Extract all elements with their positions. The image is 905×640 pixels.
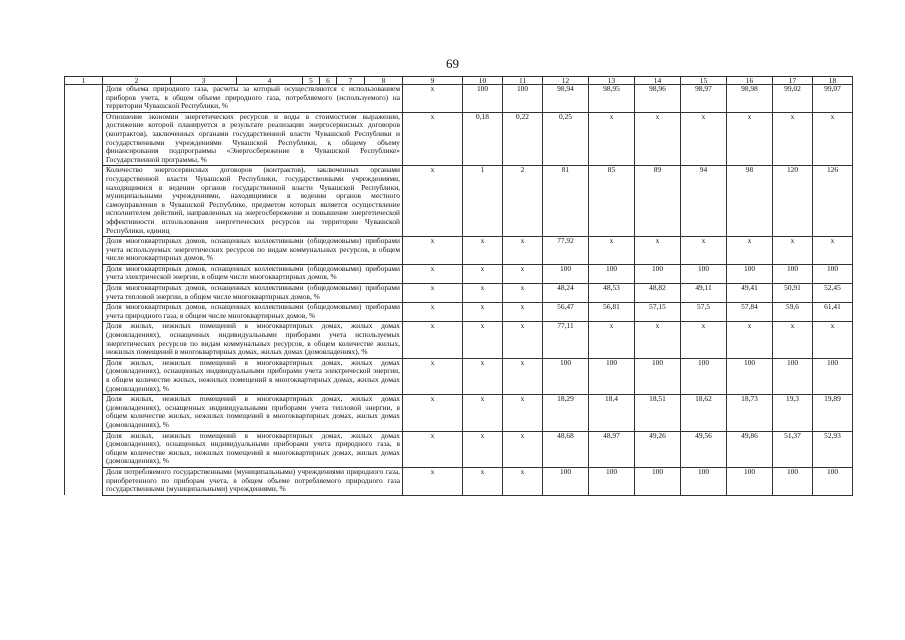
table-row bbox=[65, 303, 853, 322]
empty-cell bbox=[65, 85, 103, 113]
indicator-value: 0,25 bbox=[543, 112, 589, 166]
indicator-value: 100 bbox=[635, 467, 681, 495]
indicator-name: Доля жилых, нежилых помещений в многоквартирных домах, жилых домах (домовладениях), оснащенных индивидуальными приборами учета природного газа, в общем количестве жилых, нежилых помещений в многоквартирных домах, жилых домах (домовладениях), % bbox=[103, 431, 403, 467]
empty-cell bbox=[65, 237, 103, 265]
column-number-12: 12 bbox=[543, 77, 589, 85]
indicator-value: 51,37 bbox=[773, 431, 813, 467]
indicator-value: x bbox=[773, 322, 813, 358]
indicator-value: 99,07 bbox=[813, 85, 853, 113]
column-number-18: 18 bbox=[813, 77, 853, 85]
indicator-value: x bbox=[463, 467, 503, 495]
indicator-value: 89 bbox=[635, 166, 681, 237]
indicator-value: x bbox=[635, 322, 681, 358]
indicator-value: x bbox=[503, 237, 543, 265]
indicator-value: x bbox=[463, 358, 503, 394]
indicator-value: 48,53 bbox=[589, 284, 635, 303]
indicator-value: 100 bbox=[589, 358, 635, 394]
indicator-value: 49,41 bbox=[727, 284, 773, 303]
indicator-value: x bbox=[727, 112, 773, 166]
indicator-value: 50,91 bbox=[773, 284, 813, 303]
indicator-value: x bbox=[773, 112, 813, 166]
table-row bbox=[65, 264, 853, 283]
indicator-value: x bbox=[403, 237, 463, 265]
indicator-value: 94 bbox=[681, 166, 727, 237]
indicator-value: 98 bbox=[727, 166, 773, 237]
indicator-value: 19,3 bbox=[773, 395, 813, 431]
indicator-value: 100 bbox=[727, 467, 773, 495]
column-number-15: 15 bbox=[681, 77, 727, 85]
table-row bbox=[65, 358, 853, 394]
indicator-value: 52,93 bbox=[813, 431, 853, 467]
empty-cell bbox=[65, 467, 103, 495]
indicator-name: Доля жилых, нежилых помещений в многоквартирных домах, жилых домах (домовладениях), оснащенных индивидуальными приборами учета используемых энергетических ресурсов по видам коммунальных ресурсов, в общем количестве жилых, нежилых помещений в многоквартирных домах, жилых домах (домовладениях), % bbox=[103, 322, 403, 358]
indicator-value: 98,94 bbox=[543, 85, 589, 113]
column-number-4: 4 bbox=[237, 77, 303, 85]
indicator-value: 126 bbox=[813, 166, 853, 237]
indicator-value: x bbox=[589, 112, 635, 166]
indicator-value: 100 bbox=[813, 358, 853, 394]
indicator-value: x bbox=[503, 358, 543, 394]
indicator-value: 100 bbox=[727, 358, 773, 394]
indicator-name: Доля потребляемого государственными (муниципальными) учреждениями природного газа, приобретенного по приборам учета, в общем объеме потребляемого природного газа государственными (муниципальными) учреждениями, % bbox=[103, 467, 403, 495]
empty-cell bbox=[65, 303, 103, 322]
indicator-name: Доля многоквартирных домов, оснащенных коллективными (общедомовыми) приборами учета используемых энергетических ресурсов по видам коммунальных ресурсов, в общем числе многоквартирных домов, % bbox=[103, 237, 403, 265]
indicator-value: x bbox=[403, 264, 463, 283]
empty-cell bbox=[65, 284, 103, 303]
indicator-value: 100 bbox=[681, 264, 727, 283]
table-row bbox=[65, 431, 853, 467]
indicator-value: x bbox=[463, 284, 503, 303]
indicator-value: 98,97 bbox=[681, 85, 727, 113]
indicator-value: x bbox=[813, 322, 853, 358]
indicator-value: x bbox=[463, 322, 503, 358]
indicator-value: 99,02 bbox=[773, 85, 813, 113]
indicator-value: 100 bbox=[635, 264, 681, 283]
indicator-value: 100 bbox=[543, 467, 589, 495]
indicator-value: 57,84 bbox=[727, 303, 773, 322]
table-row bbox=[65, 284, 853, 303]
indicator-value: 48,82 bbox=[635, 284, 681, 303]
indicator-value: 100 bbox=[589, 264, 635, 283]
indicator-value: x bbox=[403, 358, 463, 394]
indicator-value: x bbox=[503, 431, 543, 467]
indicator-value: x bbox=[813, 112, 853, 166]
page-number: 69 bbox=[446, 56, 459, 71]
indicator-value: 98,98 bbox=[727, 85, 773, 113]
indicator-value: x bbox=[681, 112, 727, 166]
indicator-value: 48,68 bbox=[543, 431, 589, 467]
indicator-name: Доля жилых, нежилых помещений в многоквартирных домах, жилых домах (домовладениях), оснащенных индивидуальными приборами учета тепловой энергии, в общем количестве жилых, нежилых помещений в многоквартирных домах, жилых домах (домовладениях), % bbox=[103, 395, 403, 431]
column-number-10: 10 bbox=[463, 77, 503, 85]
column-number-14: 14 bbox=[635, 77, 681, 85]
indicator-value: 100 bbox=[681, 358, 727, 394]
indicator-value: x bbox=[403, 166, 463, 237]
column-number-6: 6 bbox=[320, 77, 337, 85]
indicator-value: 98,96 bbox=[635, 85, 681, 113]
table-row bbox=[65, 166, 853, 237]
indicator-value: 2 bbox=[503, 166, 543, 237]
indicator-value: 100 bbox=[813, 467, 853, 495]
empty-cell bbox=[65, 358, 103, 394]
indicator-value: 49,26 bbox=[635, 431, 681, 467]
column-number-13: 13 bbox=[589, 77, 635, 85]
indicator-value: x bbox=[463, 431, 503, 467]
empty-cell bbox=[65, 322, 103, 358]
indicator-value: 57,5 bbox=[681, 303, 727, 322]
indicator-value: 100 bbox=[813, 264, 853, 283]
indicator-value: x bbox=[403, 431, 463, 467]
indicator-value: 1 bbox=[463, 166, 503, 237]
indicator-value: 18,62 bbox=[681, 395, 727, 431]
column-number-16: 16 bbox=[727, 77, 773, 85]
indicator-value: 61,41 bbox=[813, 303, 853, 322]
indicator-value: 18,4 bbox=[589, 395, 635, 431]
indicator-value: x bbox=[813, 237, 853, 265]
column-number-8: 8 bbox=[365, 77, 403, 85]
indicator-name: Доля жилых, нежилых помещений в многоквартирных домах, жилых домах (домовладениях), оснащенных индивидуальными приборами учета электрической энергии, в общем количестве жилых, нежилых помещений в многоквартирных домах, жилых домах (домовладениях), % bbox=[103, 358, 403, 394]
indicator-value: 56,81 bbox=[589, 303, 635, 322]
indicator-value: x bbox=[589, 322, 635, 358]
indicator-value: 100 bbox=[589, 467, 635, 495]
indicator-name: Доля объема природного газа, расчеты за который осуществляются с использованием приборов учета, в общем объеме природного газа, потребляемого (используемого) на территории Чувашской Республики, % bbox=[103, 85, 403, 113]
indicator-value: x bbox=[503, 467, 543, 495]
indicator-value: 100 bbox=[543, 358, 589, 394]
indicator-value: 49,56 bbox=[681, 431, 727, 467]
indicator-name: Доля многоквартирных домов, оснащенных коллективными (общедомовыми) приборами учета природного газа, в общем числе многоквартирных домов, % bbox=[103, 303, 403, 322]
indicator-value: 100 bbox=[543, 264, 589, 283]
indicator-value: 49,86 bbox=[727, 431, 773, 467]
empty-cell bbox=[65, 395, 103, 431]
indicator-value: x bbox=[635, 237, 681, 265]
indicator-value: 100 bbox=[503, 85, 543, 113]
column-number-3: 3 bbox=[171, 77, 237, 85]
indicator-value: x bbox=[463, 237, 503, 265]
indicator-value: x bbox=[403, 322, 463, 358]
indicator-value: 56,47 bbox=[543, 303, 589, 322]
indicator-value: x bbox=[403, 112, 463, 166]
indicator-value: 48,24 bbox=[543, 284, 589, 303]
indicator-value: 0,22 bbox=[503, 112, 543, 166]
indicator-value: x bbox=[503, 264, 543, 283]
indicator-value: 57,15 bbox=[635, 303, 681, 322]
indicator-value: 100 bbox=[681, 467, 727, 495]
indicator-value: x bbox=[681, 237, 727, 265]
indicator-name: Доля многоквартирных домов, оснащенных коллективными (общедомовыми) приборами учета тепловой энергии, в общем числе многоквартирных домов, % bbox=[103, 284, 403, 303]
indicator-value: x bbox=[403, 395, 463, 431]
indicator-value: x bbox=[403, 284, 463, 303]
table-row bbox=[65, 467, 853, 495]
indicator-name: Доля многоквартирных домов, оснащенных коллективными (общедомовыми) приборами учета электрической энергии, в общем числе многоквартирных домов, % bbox=[103, 264, 403, 283]
column-number-5: 5 bbox=[303, 77, 320, 85]
column-number-17: 17 bbox=[773, 77, 813, 85]
empty-cell bbox=[65, 112, 103, 166]
indicator-value: x bbox=[403, 303, 463, 322]
indicator-value: 18,51 bbox=[635, 395, 681, 431]
indicator-value: 98,95 bbox=[589, 85, 635, 113]
empty-cell bbox=[65, 431, 103, 467]
indicator-value: 77,92 bbox=[543, 237, 589, 265]
table-row bbox=[65, 395, 853, 431]
indicator-value: x bbox=[463, 395, 503, 431]
indicator-value: 0,18 bbox=[463, 112, 503, 166]
indicator-value: x bbox=[773, 237, 813, 265]
indicator-value: 100 bbox=[773, 264, 813, 283]
table-row bbox=[65, 112, 853, 166]
indicator-value: x bbox=[727, 237, 773, 265]
indicator-value: 100 bbox=[773, 467, 813, 495]
empty-cell bbox=[65, 264, 103, 283]
table-row bbox=[65, 237, 853, 265]
table-body bbox=[65, 85, 853, 496]
indicator-value: x bbox=[727, 322, 773, 358]
indicator-value: x bbox=[403, 85, 463, 113]
indicator-value: x bbox=[463, 264, 503, 283]
indicator-value: 120 bbox=[773, 166, 813, 237]
indicators-table bbox=[64, 76, 853, 496]
indicator-value: x bbox=[503, 322, 543, 358]
indicator-value: 100 bbox=[635, 358, 681, 394]
indicator-value: 100 bbox=[773, 358, 813, 394]
indicator-value: x bbox=[589, 237, 635, 265]
indicator-value: 48,97 bbox=[589, 431, 635, 467]
empty-cell bbox=[65, 166, 103, 237]
indicator-value: x bbox=[463, 303, 503, 322]
indicator-name: Количество энергосервисных договоров (контрактов), заключенных органами государственной власти Чувашской Республики, государственными учреждениями, находящимися в ведении органов государственной власти Чувашской Республики, муниципальными учреждениями, находящимися в ведении органов местного самоуправления в Чувашской Республике, предметом которых является осуществление исполнителем действий, направленных на энергосбережение и повышение энергетической эффективности использования энергетических ресурсов на территории Чувашской Республики, единиц bbox=[103, 166, 403, 237]
indicator-value: 18,73 bbox=[727, 395, 773, 431]
indicator-value: x bbox=[503, 395, 543, 431]
indicators-table-wrapper bbox=[64, 76, 852, 496]
indicator-value: x bbox=[503, 303, 543, 322]
indicator-value: x bbox=[403, 467, 463, 495]
indicator-value: 85 bbox=[589, 166, 635, 237]
column-number-9: 9 bbox=[403, 77, 463, 85]
indicator-value: 100 bbox=[463, 85, 503, 113]
indicator-value: 18,29 bbox=[543, 395, 589, 431]
column-number-1: 1 bbox=[65, 77, 103, 85]
indicator-name: Отношение экономии энергетических ресурсов и воды в стоимостном выражении, достижение которой планируется в результате реализации энергосервисных договоров (контрактов), заключенных органами государственной власти Чувашской Республики и государственными учреждениями Чувашской Республики, к общему объему финансирования подпрограммы «Энергосбережение в Чувашской Республике» Государственной программы, % bbox=[103, 112, 403, 166]
indicator-value: 81 bbox=[543, 166, 589, 237]
column-number-7: 7 bbox=[337, 77, 365, 85]
indicator-value: 59,6 bbox=[773, 303, 813, 322]
indicator-value: 19,89 bbox=[813, 395, 853, 431]
indicator-value: x bbox=[681, 322, 727, 358]
indicator-value: x bbox=[503, 284, 543, 303]
table-row bbox=[65, 85, 853, 113]
column-number-11: 11 bbox=[503, 77, 543, 85]
table-row bbox=[65, 322, 853, 358]
indicator-value: 77,11 bbox=[543, 322, 589, 358]
indicator-value: 52,45 bbox=[813, 284, 853, 303]
indicator-value: 49,11 bbox=[681, 284, 727, 303]
indicator-value: x bbox=[635, 112, 681, 166]
indicator-value: 100 bbox=[727, 264, 773, 283]
column-number-2: 2 bbox=[103, 77, 171, 85]
